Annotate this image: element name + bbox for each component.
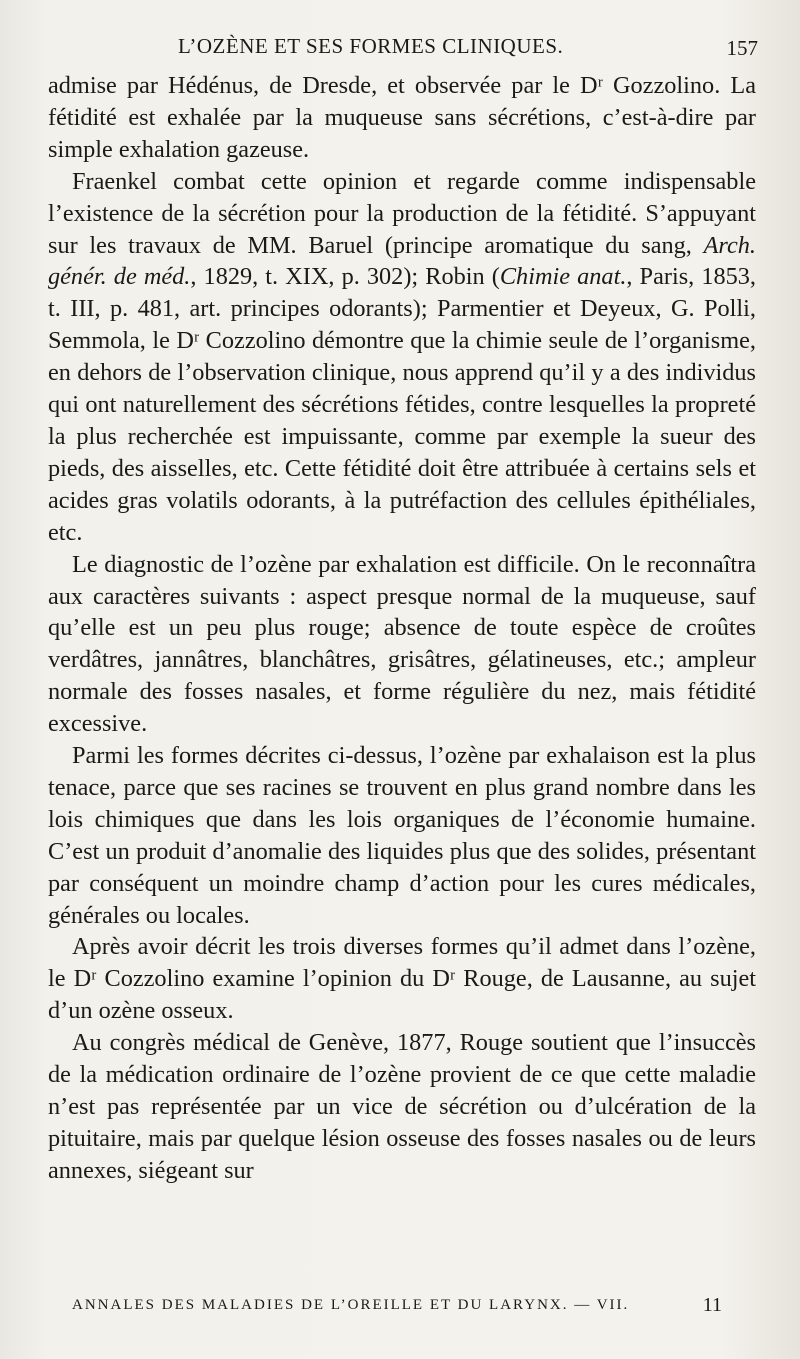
paragraph-5: Après avoir décrit les trois diverses formes qu’il admet dans l’ozène, le Dʳ Cozzolino examine l’opinion du Dʳ Rouge, de Lausanne, au sujet d’un ozène osseux. <box>48 933 756 1025</box>
paragraph-6: Au congrès médical de Genève, 1877, Rouge soutient que l’insuccès de la médication ordinaire de l’ozène provient de ce que cette maladie n’est pas représentée par un vice de sécrétion ou d’ulcération de la pituitaire, mais par quelque lésion osseuse des fosses nasales ou de leurs annexes, siégeant sur <box>48 1029 756 1184</box>
page-footer <box>72 1294 722 1316</box>
paragraph-2: Fraenkel combat cette opinion et regarde comme indispensable l’existence de la sécrétion pour la production de la fétidité. S’appuyant sur les travaux de MM. Baruel (principe aromatique du sang, Arch. génér. de méd., 1829, t. XIX, p. 302); Robin (Chimie anat., Paris, 1853, t. III, p. 481, art. principes odorants); Parmentier et Deyeux, G. Polli, Semmola, le Dʳ Cozzolino démontre que la chimie seule de l’organisme, en dehors de l’observation clinique, nous apprend qu’il y a des individus qui ont naturellement des sécrétions fétides, contre lesquelles la propreté la plus recherchée est impuissante, comme par exemple la sueur des pieds, des aisselles, etc. Cette fétidité doit être attribuée à certains sels et acides gras volatils odorants, à la putréfaction des cellules épithéliales, etc. <box>48 167 756 546</box>
paragraph-4: Parmi les formes décrites ci-dessus, l’ozène par exhalaison est la plus tenace, parce que ses racines se trouvent en plus grand nombre dans les lois chimiques que dans les lois organiques de l’économie humaine. C’est un produit d’anomalie des liquides plus que des solides, présentant par conséquent un moindre champ d’action pour les cures médicales, générales ou locales. <box>48 742 756 929</box>
body-text <box>48 70 756 1187</box>
signature-number: 11 <box>702 1294 722 1316</box>
page-number: 157 <box>726 36 758 60</box>
page-header <box>48 34 758 74</box>
journal-signature: ANNALES DES MALADIES DE L’OREILLE ET DU LARYNX. — VII. <box>72 1297 630 1313</box>
paragraph-3: Le diagnostic de l’ozène par exhalation est difficile. On le reconnaîtra aux caractères suivants : aspect presque normal de la muqueuse, sauf qu’elle est un peu plus rouge; absence de toute espèce de croûtes verdâtres, jannâtres, blanchâtres, grisâtres, gélatineuses, etc.; ampleur normale des fosses nasales, et forme régulière du nez, mais fétidité excessive. <box>48 550 756 738</box>
running-title: L’OZÈNE ET SES FORMES CLINIQUES. <box>178 34 564 58</box>
paragraph-1: admise par Hédénus, de Dresde, et observée par le Dʳ Gozzolino. La fétidité est exhalée par la muqueuse sans sécrétions, c’est-à-dire par simple exhalation gazeuse. <box>48 72 756 163</box>
